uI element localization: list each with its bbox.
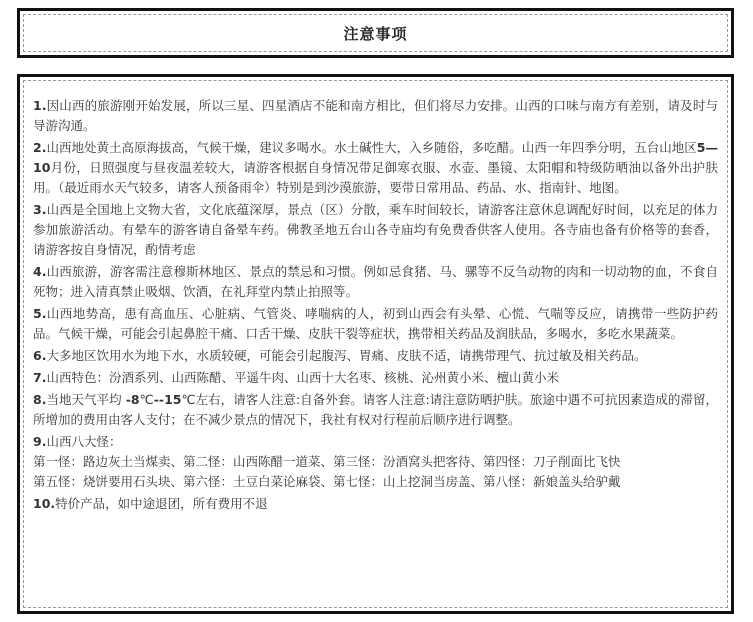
note-text: ℃	[139, 392, 154, 407]
title-inner-frame	[23, 14, 728, 52]
note-item-4	[33, 262, 718, 302]
note-item-5	[33, 304, 718, 344]
note-text: 山西特色：汾酒系列、山西陈醋、平遥牛肉、山西十大名枣、核桃、沁州黄小米、檀山黄小米	[46, 370, 559, 385]
note-number: 8.	[33, 392, 47, 407]
page-title: 注意事项	[343, 24, 408, 43]
note-text: ℃左右，请客人注意:自备外套。请客人注意:请注意防晒护肤。旅途中遇不可抗因素造成的滞留，所增加的费用由客人支付；在不减少景点的情况下，我社有权对行程前后顺序进行调整。	[33, 392, 718, 427]
note-number: 3.	[33, 202, 47, 217]
note-item-8	[33, 390, 718, 430]
note-text: 当地天气平均	[46, 392, 126, 407]
note-text: 月份，日照强度与昼夜温差较大，请游客根据自身情况带足御寒衣服、水壶、墨镜、太阳帽和特级防晒油以备外出护肤用。（最近雨水天气较多，请客人预备雨伞）特别是到沙漠旅游，要带日常用品、药品、水、指南针、地图。	[33, 160, 718, 195]
note-item-7	[33, 368, 718, 388]
note-text: 山西旅游，游客需注意穆斯林地区、景点的禁忌和习惯。例如忌食猪、马、骡等不反刍动物的肉和一切动物的血，不食自死物；进入清真禁止吸烟、饮酒，在礼拜堂内禁止拍照等。	[33, 264, 718, 299]
oddities-line-2: 第五怪：烧饼要用石头块、第六怪：土豆白菜论麻袋、第七怪：山上挖洞当房盖、第八怪：新娘盖头给驴戴	[33, 474, 621, 489]
note-item-10	[33, 494, 718, 514]
note-item-3	[33, 200, 718, 260]
title-box	[17, 8, 734, 58]
note-item-1	[33, 96, 718, 136]
note-number: 4.	[33, 264, 47, 279]
note-number: 1.	[33, 98, 47, 113]
notes-box	[17, 74, 734, 614]
note-text: 山西地势高，患有高血压、心脏病、气管炎、哮喘病的人，初到山西会有头晕、心慌、气喘等反应，请携带一些防护药品。气候干燥，可能会引起鼻腔干痛、口舌干燥、皮肤干裂等症状，携带相关药品及润肤品，多喝水，多吃水果蔬菜。	[33, 306, 718, 341]
note-number: 7.	[33, 370, 47, 385]
oddities-line-1: 第一怪：路边灰土当煤卖、第二怪：山西陈醋一道菜、第三怪：汾酒窝头把客待、第四怪：刀子削面比飞快	[33, 454, 621, 469]
note-text-bold: --15	[153, 392, 182, 407]
note-item-2	[33, 138, 718, 198]
note-number: 9.	[33, 434, 47, 449]
note-text: 山西是全国地上文物大省，文化底蕴深厚，景点（区）分散，乘车时间较长，请游客注意休息调配好时间，以充足的体力参加旅游活动。有晕车的游客请自备晕车药。佛教圣地五台山各寺庙均有免费香供客人使用。各寺庙也备有价格等的套香，请游客按自身情况，酌情考虑	[33, 202, 718, 257]
note-text-bold: 5—10	[33, 140, 718, 175]
note-item-6	[33, 346, 718, 366]
notes-inner-frame	[23, 80, 728, 608]
note-text: 大多地区饮用水为地下水，水质较硬，可能会引起腹泻、胃痛、皮肤不适，请携带理气、抗过敏及相关药品。	[46, 348, 647, 363]
note-number: 2.	[33, 140, 47, 155]
note-text: 山西地处黄土高原海拔高，气候干燥，建议多喝水。水土碱性大，入乡随俗，多吃醋。山西一年四季分明，五台山地区	[46, 140, 697, 155]
note-number: 5.	[33, 306, 47, 321]
note-text-bold: -8	[125, 392, 140, 407]
note-item-9	[33, 432, 718, 492]
note-text: 特价产品，如中途退团，所有费用不退	[55, 496, 268, 511]
note-number: 6.	[33, 348, 47, 363]
note-text: 因山西的旅游刚开始发展，所以三星、四星酒店不能和南方相比，但们将尽力安排。山西的口味与南方有差别，请及时与导游沟通。	[33, 98, 718, 133]
note-text: 山西八大怪：	[46, 434, 122, 449]
note-number: 10.	[33, 496, 56, 511]
